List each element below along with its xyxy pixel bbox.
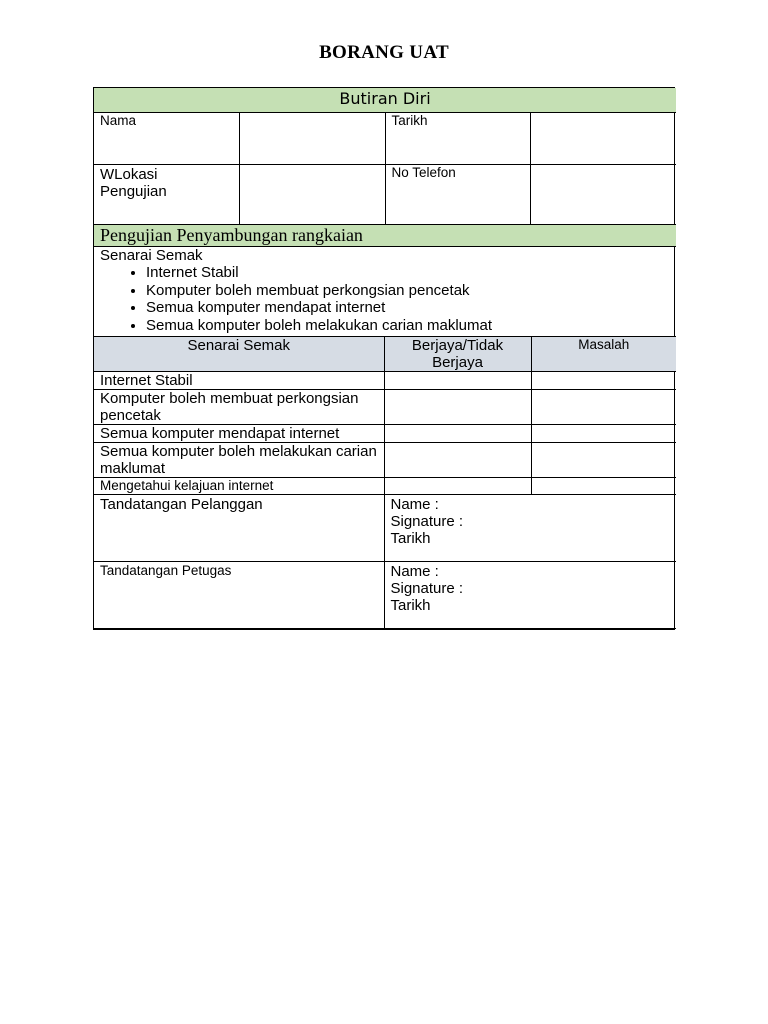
signature-sign-label: Signature : (390, 513, 464, 530)
checklist-item: • Semua komputer boleh melakukan carian maklumat (146, 317, 670, 335)
col-header-berjaya (384, 337, 531, 372)
berjaya-cell[interactable] (384, 478, 531, 495)
butiran-diri-header: Butiran Diri (94, 88, 676, 112)
signature-label-pelanggan: Tandatangan Pelanggan (94, 495, 384, 561)
col-header-senarai: Senarai Semak (94, 337, 384, 372)
checklist-box (94, 246, 676, 337)
telefon-label: No Telefon (385, 164, 530, 224)
nama-label: Nama (94, 112, 239, 164)
butiran-diri-table (94, 88, 676, 337)
uat-form (93, 87, 675, 630)
col-header-masalah: Masalah (531, 337, 676, 372)
lokasi-field[interactable] (239, 164, 385, 224)
signature-date-label: Tarikh (390, 530, 431, 547)
tarikh-field[interactable] (530, 112, 676, 164)
berjaya-cell[interactable] (384, 443, 531, 478)
row-label: Semua komputer mendapat internet (94, 425, 384, 443)
checklist-item: • Semua komputer mendapat internet (146, 299, 670, 317)
signature-block-pelanggan[interactable] (384, 495, 676, 561)
signature-block-petugas[interactable] (384, 561, 676, 628)
signature-name-label: Name : (390, 562, 439, 580)
checklist-list (100, 264, 670, 334)
signature-table (94, 495, 676, 629)
berjaya-cell[interactable] (384, 372, 531, 390)
tarikh-label: Tarikh (385, 112, 530, 164)
lokasi-label-line1: WLokasi (100, 165, 158, 183)
lokasi-label-line2: Pengujian (100, 182, 167, 200)
masalah-cell[interactable] (531, 390, 676, 425)
row-label: Internet Stabil (94, 372, 384, 390)
col-header-berjaya-line2: Berjaya (432, 354, 483, 371)
checklist-item: • Internet Stabil (146, 264, 670, 282)
section-header: Pengujian Penyambungan rangkaian (94, 224, 676, 246)
row-label: Komputer boleh membuat perkongsian pencetak (94, 390, 384, 425)
berjaya-cell[interactable] (384, 390, 531, 425)
row-label: Semua komputer boleh melakukan carian maklumat (94, 443, 384, 478)
checklist-table (94, 337, 676, 495)
lokasi-label (94, 164, 239, 224)
masalah-cell[interactable] (531, 443, 676, 478)
berjaya-cell[interactable] (384, 425, 531, 443)
signature-name-label: Name : (390, 496, 439, 513)
telefon-field[interactable] (530, 164, 676, 224)
signature-sign-label: Signature : (390, 579, 464, 597)
form-title: BORANG UAT (319, 42, 449, 63)
masalah-cell[interactable] (531, 478, 676, 495)
signature-date-label: Tarikh (390, 596, 431, 614)
nama-field[interactable] (239, 112, 385, 164)
checklist-title: Senarai Semak (100, 246, 203, 264)
masalah-cell[interactable] (531, 425, 676, 443)
checklist-item: • Komputer boleh membuat perkongsian pencetak (146, 282, 670, 300)
col-header-berjaya-line1: Berjaya/Tidak (411, 337, 504, 354)
signature-label-petugas: Tandatangan Petugas (94, 561, 384, 628)
masalah-cell[interactable] (531, 372, 676, 390)
row-label: Mengetahui kelajuan internet (94, 478, 384, 495)
